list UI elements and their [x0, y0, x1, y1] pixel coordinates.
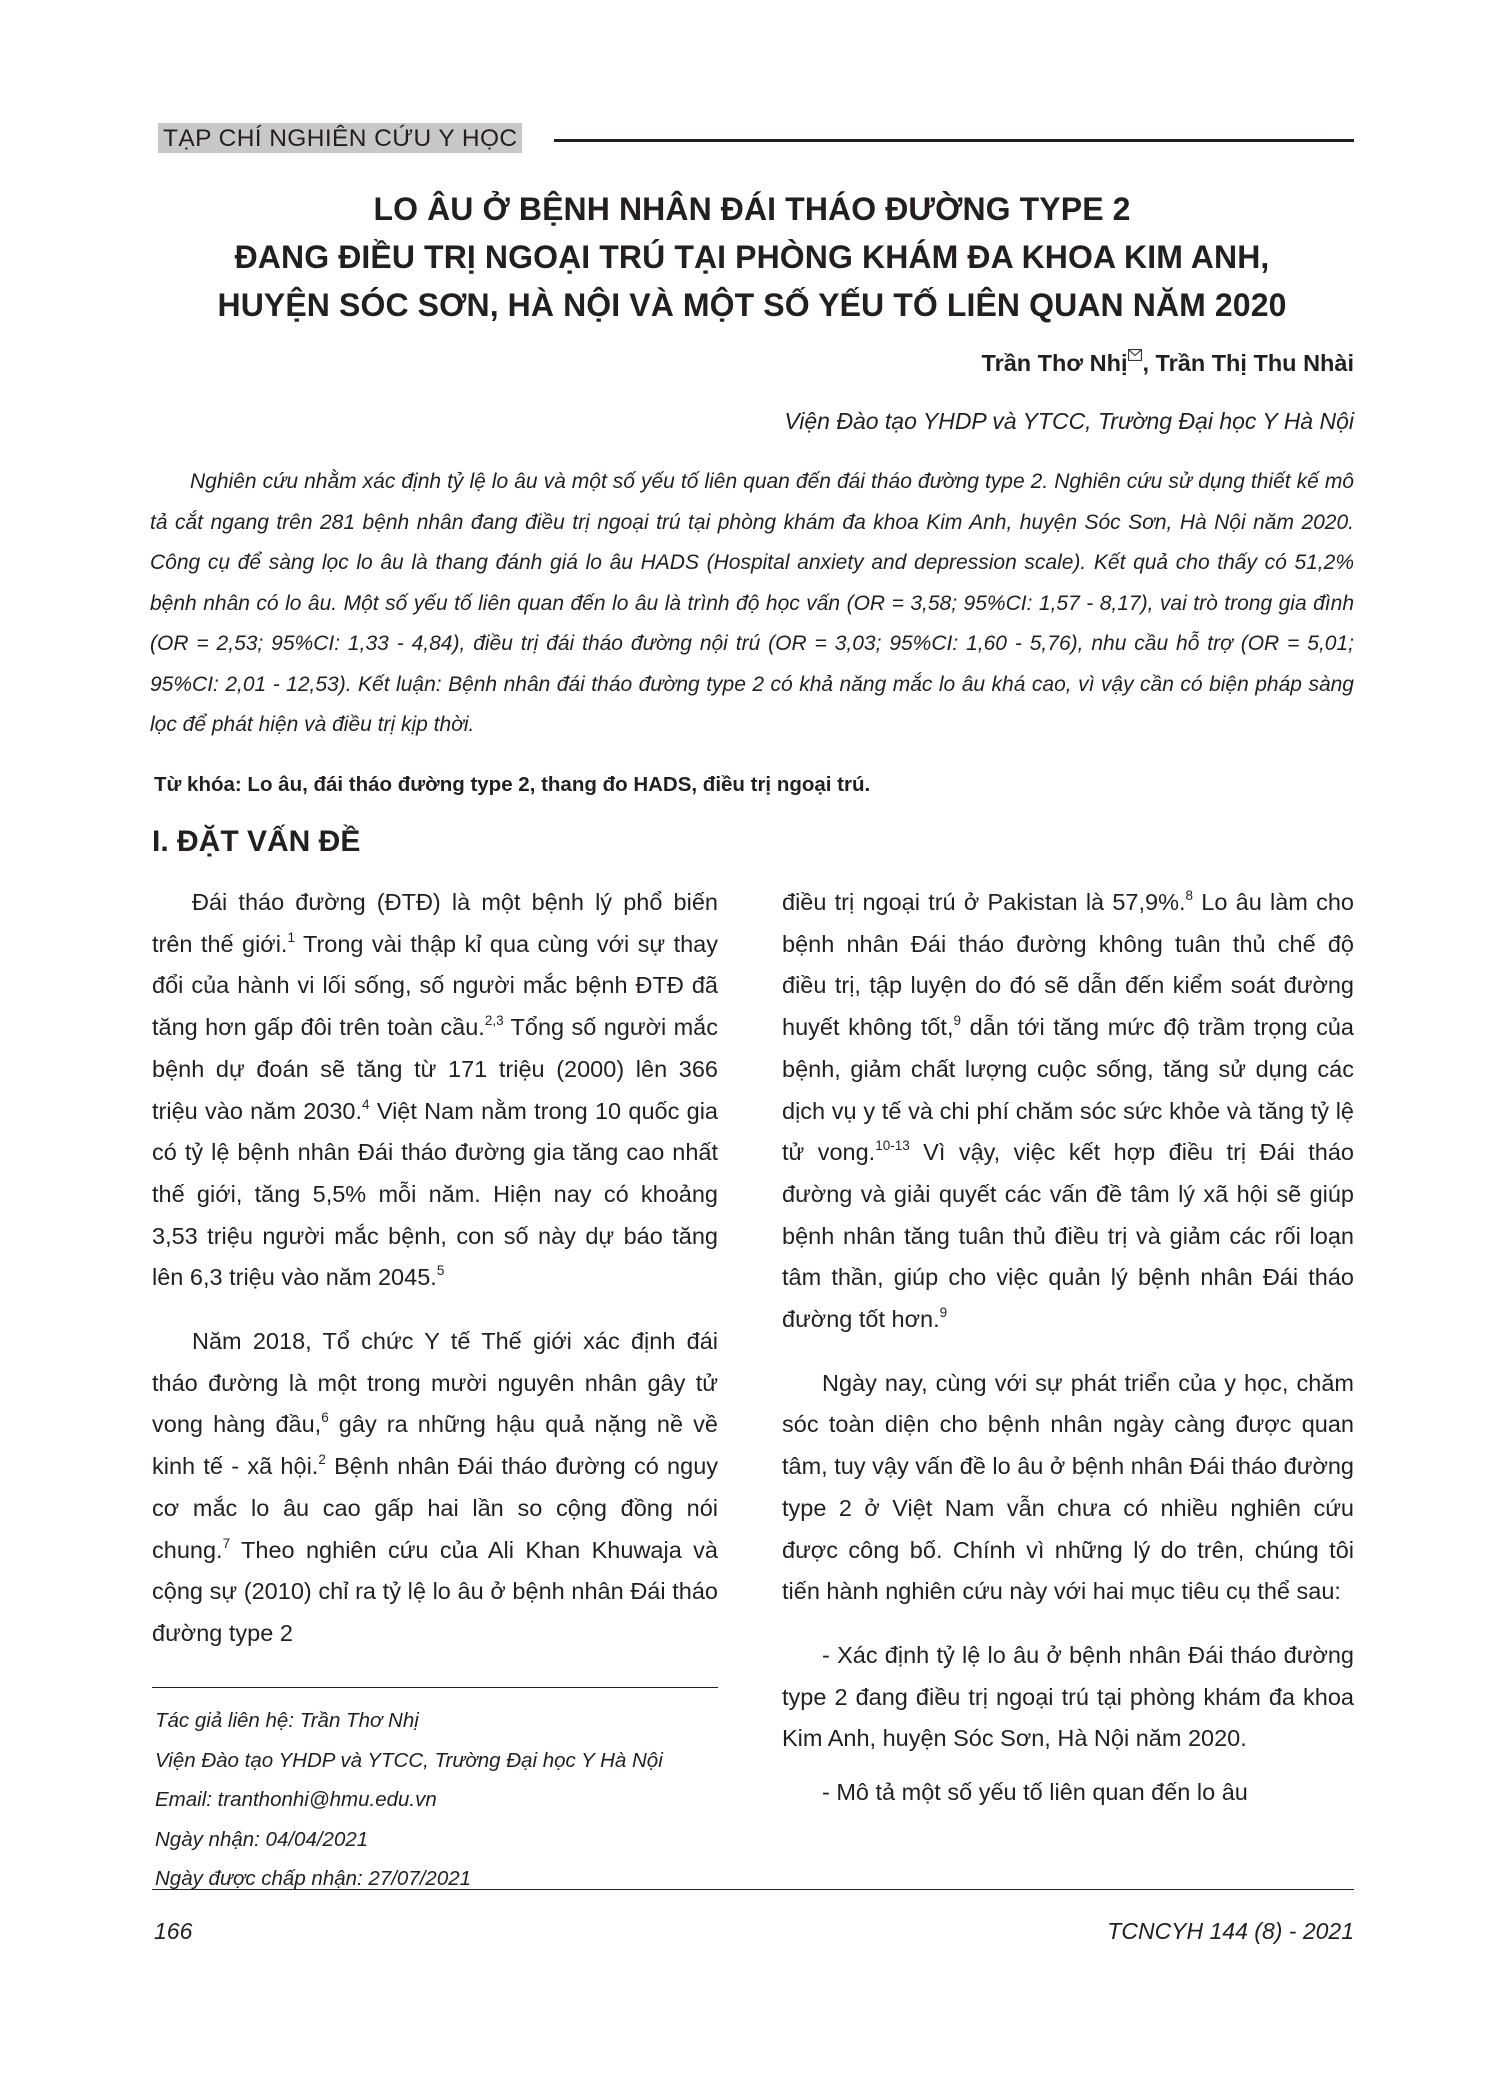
date-received: Ngày nhận: 04/04/2021 [155, 1827, 369, 1851]
left-column [152, 882, 718, 1677]
paragraph-text: Vì vậy, việc kết hợp điều trị Đái tháo đường và giải quyết các vấn đề tâm lý xã hội sẽ giúp bệnh nhân tăng tuân thủ điều trị và giảm các rối loạn tâm thần, giúp cho việc quản lý bệnh nhân Đái tháo đường tốt hơn. [782, 1139, 1355, 1333]
footnote-rule [152, 1687, 718, 1688]
envelope-icon [1128, 349, 1142, 361]
paragraph-text: Bệnh nhân Đái tháo đường có nguy cơ mắc lo âu cao gấp hai lần so cộng đồng nói chung. [152, 1453, 719, 1563]
citation-superscript: 9 [939, 1305, 948, 1321]
citation-superscript: 9 [953, 1013, 961, 1029]
section-heading: I. ĐẶT VẤN ĐỀ [152, 825, 361, 858]
journal-name: TẠP CHÍ NGHIÊN CỨU Y HỌC [158, 123, 522, 153]
authors [982, 349, 1354, 377]
paragraph-text: Tổng số người mắc bệnh dự đoán sẽ tăng từ 171 triệu (2000) lên 366 triệu vào năm 2030. [152, 1014, 718, 1124]
objective-item: - Mô tả một số yếu tố liên quan đến lo âu [822, 1779, 1248, 1806]
paragraph [782, 882, 1354, 1341]
citation-superscript: 8 [1185, 888, 1194, 903]
keywords: Từ khóa: Lo âu, đái tháo đường type 2, thang đo HADS, điều trị ngoại trú. [154, 773, 871, 796]
abstract: Nghiên cứu nhằm xác định tỷ lệ lo âu và một số yếu tố liên quan đến đái tháo đường type 2. Nghiên cứu sử dụng thiết kế mô tả cắt ngang trên 281 bệnh nhân đang điều trị ngoại trú tại phòng khám đa khoa Kim Anh, huyện Sóc Sơn, Hà Nội năm 2020. Công cụ để sàng lọc lo âu là thang đánh giá lo âu HADS (Hospital anxiety and depression scale). Kết quả cho thấy có 51,2% bệnh nhân có lo âu. Một số yếu tố liên quan đến lo âu là trình độ học vấn (OR = 3,58; 95%CI: 1,57 - 8,17), vai trò trong gia đình (OR = 2,53; 95%CI: 1,33 - 4,84), điều trị đái tháo đường nội trú (OR = 3,03; 95%CI: 1,60 - 5,76), nhu cầu hỗ trợ (OR = 5,01; 95%CI: 2,01 - 12,53). Kết luận: Bệnh nhân đái tháo đường type 2 có khả năng mắc lo âu khá cao, vì vậy cần có biện pháp sàng lọc để phát hiện và điều trị kịp thời. [150, 470, 1354, 736]
title-line-2: ĐANG ĐIỀU TRỊ NGOẠI TRÚ TẠI PHÒNG KHÁM ĐA KHOA KIM ANH, [234, 239, 1270, 275]
citation-superscript: 1 [287, 929, 295, 945]
paragraph-text: Theo nghiên cứu của Ali Khan Khuwaja và cộng sự (2010) chỉ ra tỷ lệ lo âu ở bệnh nhân Đái tháo đường type 2 [152, 1536, 718, 1646]
footnotes [155, 1701, 663, 1899]
paragraph [152, 882, 718, 1299]
paragraph-text: Đái tháo đường (ĐTĐ) là một bệnh lý phổ biến trên thế giới. [152, 889, 718, 957]
title-line-1: LO ÂU Ở BỆNH NHÂN ĐÁI THÁO ĐƯỜNG TYPE 2 [373, 191, 1131, 227]
paragraph-text: Lo âu làm cho bệnh nhân Đái tháo đường không tuân thủ chế độ điều trị, tập luyện do đó sẽ dẫn đến kiểm soát đường huyết không tốt, [782, 889, 1354, 1041]
author-2: Trần Thị Thu Nhài [1155, 350, 1354, 376]
paragraph: Ngày nay, cùng với sự phát triển của y học, chăm sóc toàn diện cho bệnh nhân ngày càng được quan tâm, tuy vậy vấn đề lo âu ở bệnh nhân Đái tháo đường type 2 ở Việt Nam vẫn chưa có nhiều nghiên cứu được công bố. Chính vì những lý do trên, chúng tôi tiến hành nghiên cứu này với hai mục tiêu cụ thể sau: [782, 1369, 1354, 1605]
paragraph-text: điều trị ngoại trú ở Pakistan là 57,9%. [782, 889, 1186, 915]
paragraph-text: gây ra những hậu quả nặng nề về kinh tế - xã hội. [152, 1411, 718, 1480]
paragraph-text: Năm 2018, Tổ chức Y tế Thế giới xác định đái tháo đường là một trong mười nguyên nhân gây tử vong hàng đầu, [152, 1328, 718, 1438]
right-column [782, 882, 1354, 1836]
journal-reference: TCNCYH 144 (8) - 2021 [1107, 1918, 1354, 1944]
journal-header [150, 118, 1354, 158]
citation-superscript: 5 [436, 1263, 445, 1279]
citation-superscript: 2,3 [484, 1013, 504, 1029]
paragraph [152, 1321, 718, 1655]
title-line-3: HUYỆN SÓC SƠN, HÀ NỘI VÀ MỘT SỐ YẾU TỐ LIÊN QUAN NĂM 2020 [217, 287, 1287, 323]
author-1: Trần Thơ Nhị [981, 350, 1128, 376]
paragraph-text: dẫn tới tăng mức độ trầm trọng của bệnh, giảm chất lượng cuộc sống, tăng sử dụng các dịch vụ y tế và chi phí chăm sóc sức khỏe và tăng tỷ lệ tử vong. [782, 1014, 1354, 1166]
header-rule [554, 139, 1354, 142]
citation-superscript: 6 [321, 1410, 329, 1426]
citation-superscript: 2 [318, 1452, 326, 1468]
objective-item: - Xác định tỷ lệ lo âu ở bệnh nhân Đái tháo đường type 2 đang điều trị ngoại trú tại phòng khám đa khoa Kim Anh, huyện Sóc Sơn, Hà Nội năm 2020. [782, 1641, 1354, 1752]
author-institution: Viện Đào tạo YHDP và YTCC, Trường Đại học Y Hà Nội [155, 1748, 663, 1772]
paragraph-text: Việt Nam nằm trong 10 quốc gia có tỷ lệ bệnh nhân Đái tháo đường gia tăng cao nhất thế giới, tăng 5,5% mỗi năm. Hiện nay có khoảng 3,53 triệu người mắc bệnh, con số này dự báo tăng lên 6,3 triệu vào năm 2045. [152, 1097, 718, 1291]
article-title [150, 185, 1354, 329]
paragraph-text: Trong vài thập kỉ qua cùng với sự thay đổi của hành vi lối sống, số người mắc bệnh ĐTĐ đã tăng hơn gấp đôi trên toàn cầu. [152, 930, 718, 1041]
date-accepted: Ngày được chấp nhận: 27/07/2021 [155, 1867, 472, 1890]
author-email: Email: tranthonhi@hmu.edu.vn [155, 1788, 437, 1811]
corresponding-author: Tác giả liên hệ: Trần Thơ Nhị [155, 1709, 419, 1732]
citation-superscript: 4 [362, 1096, 370, 1112]
affiliation: Viện Đào tạo YHDP và YTCC, Trường Đại học Y Hà Nội [784, 408, 1354, 434]
citation-superscript: 7 [222, 1535, 231, 1551]
page-number: 166 [154, 1918, 193, 1944]
footer-rule [152, 1889, 1354, 1890]
author-separator: , [1142, 350, 1156, 376]
citation-superscript: 10-13 [875, 1138, 910, 1154]
